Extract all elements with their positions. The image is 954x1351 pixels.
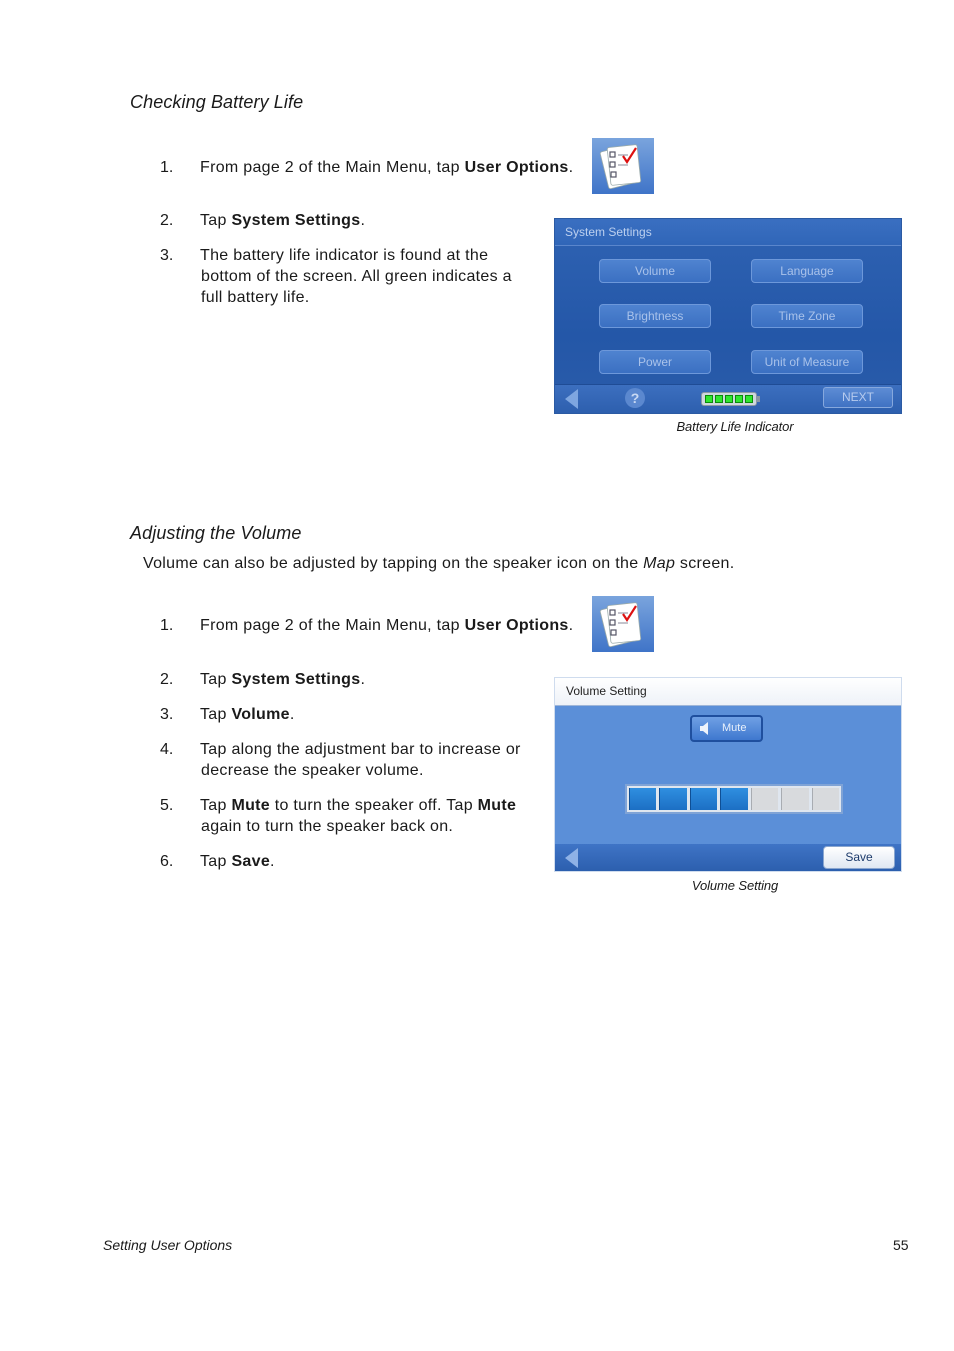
page-number: 55 [893, 1237, 909, 1253]
save-button: Save [823, 846, 895, 869]
power-button: Power [599, 350, 711, 374]
section-heading-volume: Adjusting the Volume [130, 523, 302, 543]
screenshot-bottombar [555, 844, 901, 871]
speaker-icon [700, 722, 710, 735]
figure-caption: Volume Setting [691, 878, 779, 893]
step-number: 2. [160, 671, 174, 688]
mute-button: Mute [690, 715, 763, 742]
user-options-icon [592, 138, 654, 194]
step-text: Tap along the adjustment bar to increase or decrease the speaker volume. [200, 741, 521, 779]
step-text: From page 2 of the Main Menu, tap User Options. [200, 159, 574, 176]
step-text: Tap Mute to turn the speaker off. Tap Mute again to turn the speaker back on. [200, 797, 517, 835]
help-icon: ? [625, 388, 645, 408]
step-number: 1. [160, 617, 174, 634]
volume-segment [781, 788, 808, 810]
step-text: The battery life indicator is found at the bottom of the screen. All green indicates a full battery life. [200, 247, 512, 306]
language-button: Language [751, 259, 863, 283]
intro-paragraph: Volume can also be adjusted by tapping on the speaker icon on the Map screen. [143, 555, 735, 572]
screenshot-titlebar [555, 219, 901, 246]
step-number: 6. [160, 853, 174, 870]
brightness-button: Brightness [599, 304, 711, 328]
step-text: From page 2 of the Main Menu, tap User Options. [200, 617, 574, 634]
screenshot-title: Volume Setting [566, 684, 647, 698]
step-number: 2. [160, 212, 174, 229]
footer-section-title: Setting User Options [103, 1237, 233, 1253]
next-button: NEXT [823, 387, 893, 408]
step-number: 5. [160, 797, 174, 814]
volume-segment [751, 788, 778, 810]
step-text: Tap System Settings. [200, 212, 366, 229]
volume-adjustment-bar [625, 784, 843, 814]
section-heading-battery: Checking Battery Life [130, 92, 304, 112]
volume-segment [812, 788, 839, 810]
volume-segment [690, 788, 717, 810]
battery-indicator-icon [701, 392, 757, 406]
step-text: Tap Volume. [200, 706, 295, 723]
unit-of-measure-button: Unit of Measure [751, 350, 863, 374]
system-settings-screenshot [554, 218, 902, 414]
figure-caption: Battery Life Indicator [676, 419, 794, 434]
step-number: 1. [160, 159, 174, 176]
user-options-icon [592, 596, 654, 652]
volume-button: Volume [599, 259, 711, 283]
screenshot-bottombar [555, 384, 901, 413]
back-arrow-icon [565, 389, 578, 409]
step-text: Tap System Settings. [200, 671, 366, 688]
step-number: 3. [160, 706, 174, 723]
step-number: 4. [160, 741, 174, 758]
back-arrow-icon [565, 848, 578, 868]
volume-segment [629, 788, 656, 810]
screenshot-titlebar [555, 678, 901, 706]
step-number: 3. [160, 247, 174, 264]
volume-setting-screenshot [554, 677, 902, 872]
screenshot-title: System Settings [565, 225, 652, 239]
time-zone-button: Time Zone [751, 304, 863, 328]
volume-segment [720, 788, 747, 810]
volume-segment [659, 788, 686, 810]
step-text: Tap Save. [200, 853, 275, 870]
